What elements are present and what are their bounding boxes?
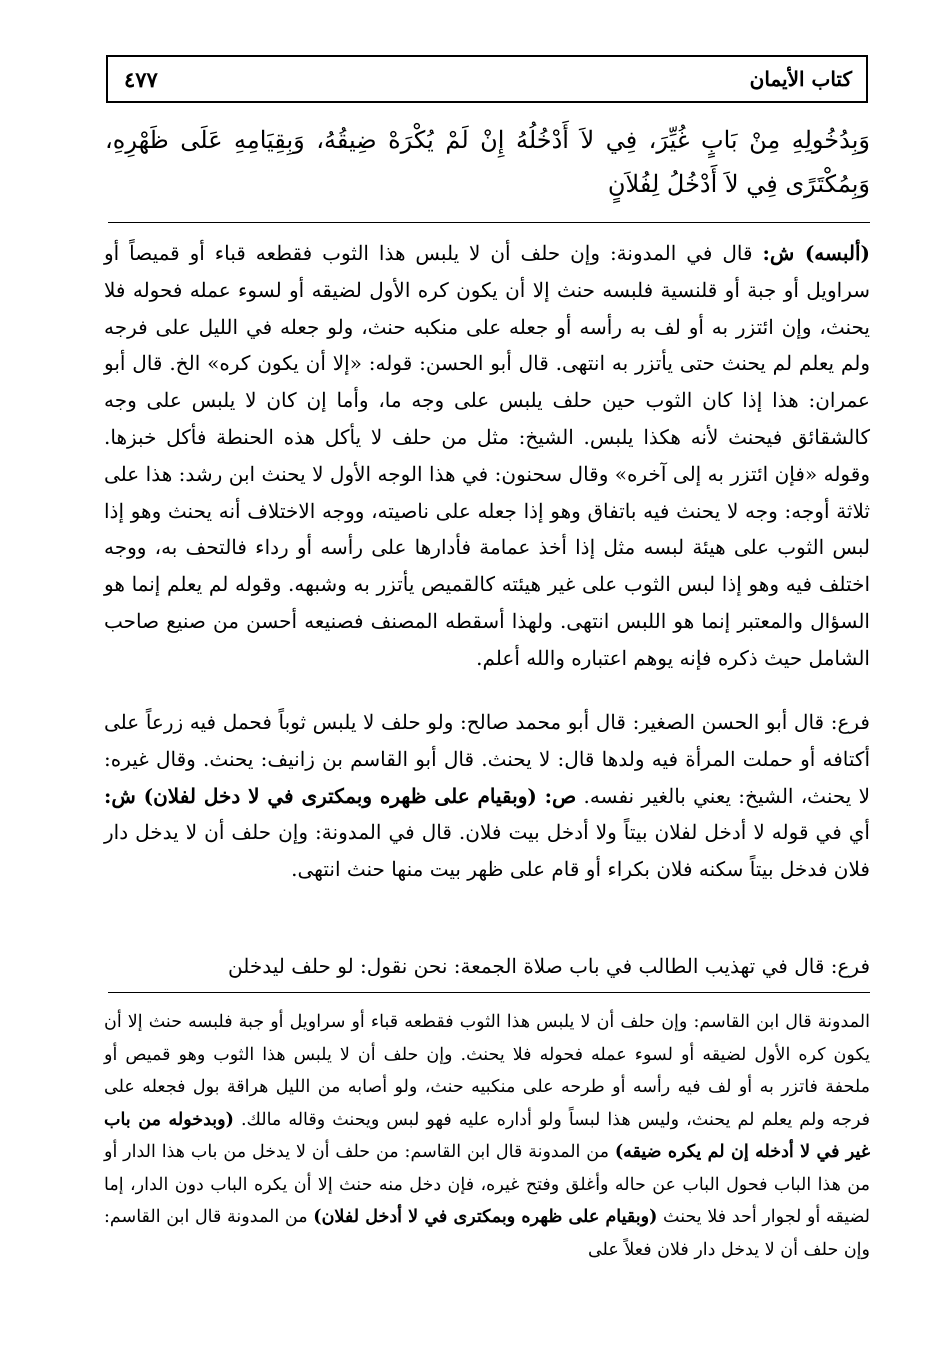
divider-footnote	[108, 992, 870, 993]
divider-top	[108, 222, 870, 223]
page-number: ٤٧٧	[124, 67, 158, 92]
commentary-body: فرع: قال في تهذيب الطالب في باب صلاة الجمعة: نحن نقول: لو حلف ليدخلن	[228, 954, 870, 978]
commentary-lead: (ألبسه) ش:	[762, 241, 870, 265]
commentary-paragraph-1	[104, 235, 870, 677]
matn-text	[105, 118, 870, 206]
commentary-body: فرع: قال أبو الحسن الصغير: قال أبو محمد صالح: ولو حلف لا يلبس ثوباً فحمل فيه زرعاً على أكتافه أو حملت المرأة فيه ولدها قال: لا يحنث. قال أبو القاسم بن زانيف: يحنث. وقال غيره: لا يحنث، الشيخ: يعني بالغير نفسه.	[104, 710, 870, 808]
commentary-paragraph-3	[104, 950, 870, 982]
footnote	[104, 1006, 870, 1266]
footnote-bold-quote: (وبقيام على ظهره وبمكترى في لا أدخل لفلان)	[313, 1207, 658, 1227]
commentary-body: أي في قوله لا أدخل لفلان بيتاً ولا أدخل بيت فلان. قال في المدونة: وإن حلف أن لا يدخل دار فلان فدخل بيتاً سكنه فلان بكراء أو قام على ظهر بيت منها حنث انتهى.	[104, 820, 870, 882]
commentary-paragraph-2	[104, 704, 870, 888]
commentary-body: قال في المدونة: وإن حلف أن لا يلبس هذا الثوب فقطعه قباء أو قميصاً أو سراويل أو جبة أو قلنسية فلبسه حنث إلا أن يكون كره الأول لضيقه أو لسوء عمله فحوله فلا يحنث، وإن ائتزر به أو لف به رأسه أو جعله على منكبه حنث، ولو جعله في الليل على فرجه ولم يعلم لم يحنث حتى يأتزر به انتهى. قال أبو الحسن: قوله: «إلا أن يكون كره» الخ. قال أبو عمران: هذا إذا كان الثوب حين حلف يلبس على وجه ما، وأما إن كان لا يلبس على وجه كالشقائق فيحنث لأنه هكذا يلبس. الشيخ: مثل من حلف لا يأكل هذه الحنطة فأكل خبزها. وقوله «فإن ائتزر به إلى آخره» وقال سحنون: في هذا الوجه الأول لا يحنث ابن رشد: هذا على ثلاثة أوجه: وجه لا يحنث فيه باتفاق وهو إذا جعله على ناصيته، ووجه الاختلاف أنه يحنث وهو إذا لبس الثوب على هيئة لبسه مثل إذا أخذ عمامة فأدارها على رأسه أو رداء فالتحف به، ووجه اختلف فيه وهو إذا لبس الثوب على غير هيئته كالقميص يأتزر به وشبهه. وقوله لم يعلم إنما هو السؤال والمعتبر إنما هو اللبس انتهى. ولهذا أسقطه المصنف فصنيعه أحسن من صنيع صاحب الشامل حيث ذكره فإنه يوهم اعتباره والله أعلم.	[104, 241, 870, 670]
matn-line: وَبِدُخُولِهِ مِنْ بَابٍ غُيِّرَ، فِي لاَ أَدْخُلُهُ إِنْ لَمْ يُكْرَهْ ضِيقُهُ، وَبِقِيَامِهِ عَلَى ظَهْرِهِ، وَبِمُكْتَرًى فِي لاَ أَدْخُلُ لِفُلاَنٍ	[105, 126, 870, 198]
footnote-bold-quote: (وبدخوله من باب غير في لا أدخله إن لم يكره ضيقه)	[104, 1109, 870, 1162]
commentary-bold-quote: ص: (وبقيام على ظهره وبمكترى في لا دخل لفلان) ش:	[104, 783, 577, 808]
footnote-body: المدونة قال ابن القاسم: وإن حلف أن لا يلبس هذا الثوب فقطعه قباء أو سراويل أو جبة فلبسه حنث إلا أن يكون كره الأول لضيقه أو لسوء عمله فحوله فلا يحنث. وإن حلف أن لا يلبس هذا الثوب وهو قميص أو ملحفة فاتزر به أو لف فيه رأسه أو طرحه على منكبيه حنث، ولو أصابه من الليل هراقة بول فجعله على فرجه ولم يعلم لم يحنث، وليس هذا لبساً ولو أداره عليه فهو لبس ويحنث وقاله مالك.	[104, 1012, 870, 1130]
footnote-body: من المدونة قال ابن القاسم: وإن حلف أن لا يدخل دار فلان فعلاً على	[104, 1207, 870, 1260]
footnote-body: من المدونة قال ابن القاسم: من حلف أن لا يدخل من باب هذا الدار أو من هذا الباب فحول الباب عن حاله وأغلق وفتح غيره، فإن دخل منه حنث إلا أن يكره الباب دون الدار، إما لضيقه أو لجوار أحد فلا يحنث	[104, 1142, 871, 1227]
chapter-title: كتاب الأيمان	[749, 67, 852, 91]
page-header	[106, 55, 868, 103]
